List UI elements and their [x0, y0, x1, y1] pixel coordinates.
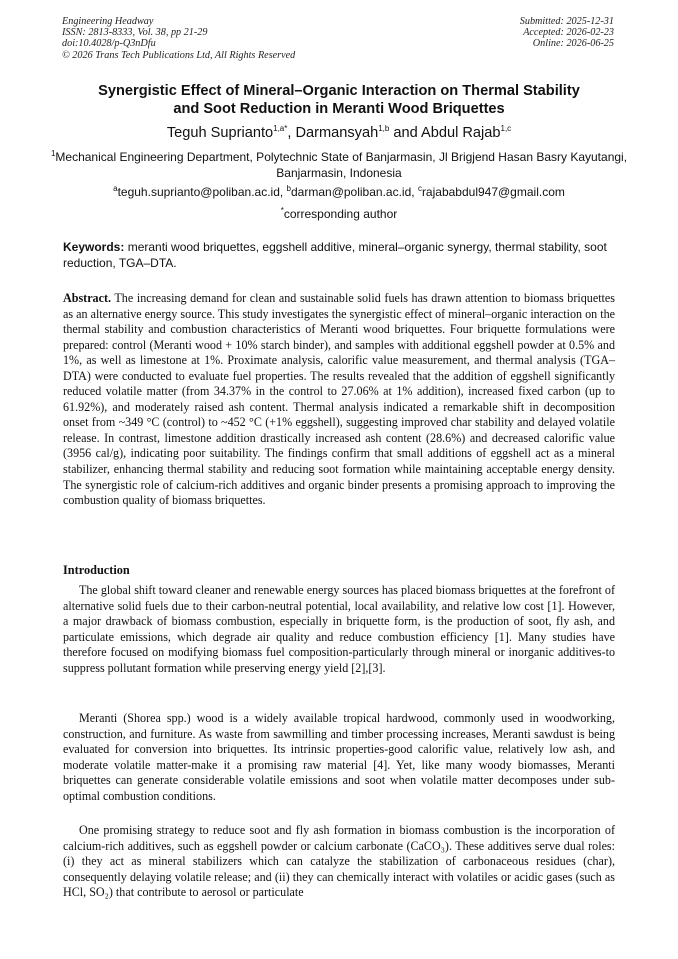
title-line-2: and Soot Reduction in Meranti Wood Briquettes — [173, 101, 505, 117]
abstract-label: Abstract. — [63, 291, 112, 305]
online-date: Online: 2026-06-25 — [532, 38, 614, 50]
abstract — [63, 291, 615, 509]
accepted-date: Accepted: 2026-02-23 — [523, 27, 614, 39]
email-marker: b — [286, 184, 291, 193]
submitted-date: Submitted: 2025-12-31 — [519, 16, 614, 27]
author-name: Teguh Suprianto — [166, 125, 274, 141]
affiliation — [48, 149, 630, 181]
paper-title — [52, 82, 626, 118]
email-marker: a — [113, 184, 118, 193]
author-marker: 1,a* — [273, 124, 288, 134]
author-marker: 1,b — [378, 124, 390, 134]
email-separator: , — [411, 185, 418, 199]
author-marker: 1,c — [500, 124, 512, 134]
keywords — [63, 240, 615, 271]
body-paragraph: Meranti (Shorea spp.) wood is a widely available tropical hardwood, commonly used in woodworking, construction, and furniture. As waste from sawmilling and timber processing increases, Meranti sawdust is being evaluated for conversion into briquettes. Its intrinsic properties-good calorific value, relatively low ash, and moderate volatile matter-make it a promising raw material [4]. Yet, like many woody biomasses, Meranti briquettes can generate considerable volatile emissions and soot when volatile matter decomposes under sub-optimal combustion conditions. — [63, 711, 615, 803]
email-address: rajababdul947@gmail.com — [421, 185, 565, 199]
corresponding-author-note — [40, 206, 638, 222]
email-marker: c — [417, 184, 422, 193]
keywords-label: Keywords: — [63, 240, 125, 254]
affiliation-marker: 1 — [50, 149, 56, 158]
title-line-1: Synergistic Effect of Mineral–Organic Interaction on Thermal Stability — [98, 83, 580, 99]
corresponding-text: corresponding author — [283, 207, 398, 221]
keywords-text: meranti wood briquettes, eggshell additive, mineral–organic synergy, thermal stability, soot reduction, TGA–DTA. — [63, 240, 607, 270]
introduction-heading: Introduction — [63, 563, 130, 577]
doi-line: doi:10.4028/p-Q3nDfu — [62, 38, 156, 50]
corresponding-marker: * — [280, 206, 284, 215]
author-separator: and — [389, 125, 421, 141]
author-name: Abdul Rajab — [420, 125, 501, 141]
body-paragraph: One promising strategy to reduce soot and fly ash formation in biomass combustion is the incorporation of calcium-rich additives, such as eggshell powder or calcium carbonate (CaCO₃). These additives serve dual roles: (i) they act as mineral stabilizers which can catalyze the stabilization of carbonaceous residues (char), consequently delaying volatile release; and (ii) they can chemically interact with volatiles or acidic gases (such as HCl, SO₂) that contribute to aerosol or particulate — [63, 823, 615, 900]
author-list — [40, 124, 638, 142]
email-separator: , — [279, 185, 287, 199]
submission-dates — [520, 16, 614, 50]
abstract-text: The increasing demand for clean and sustainable solid fuels has drawn attention to biomass briquettes as an alternative energy source. This study investigates the synergistic effect of mineral–organic interaction on the thermal stability and combustion characteristics of Meranti wood briquettes. Four briquette formulations were prepared: control (Meranti wood + 10% starch binder), and samples with additional eggshell powder at 0.5% and 1%, as well as limestone at 1%. Proximate analysis, calorific value measurement, and thermal analysis (TGA–DTA) were conducted to evaluate fuel properties. The results revealed that the addition of eggshell significantly reduced volatile matter (from 34.37% in the control to 27.06% at 1% addition), increased fixed carbon (up to 61.92%), and moderately raised ash content. Thermal analysis indicated a remarkable shift in decomposition onset from ~349 °C (control) to ~452 °C (+1% eggshell), suggesting improved char stability and delayed volatile release. In contrast, limestone addition drastically increased ash content (28.6%) and decreased calorific value (3956 cal/g), indicating poor suitability. The findings confirm that small additions of eggshell act as a mineral stabilizer, enhancing thermal stability and reducing soot formation while maintaining acceptable energy density. The synergistic role of calcium-rich additives and organic binder presents a promising approach to improving the combustion quality of biomass briquettes. — [63, 291, 615, 508]
journal-info — [62, 16, 295, 61]
author-separator: , — [287, 125, 296, 141]
issn-line: ISSN: 2813-8333, Vol. 38, pp 21-29 — [62, 27, 208, 39]
author-name: Darmansyah — [295, 125, 379, 141]
journal-name: Engineering Headway — [62, 16, 154, 27]
email-address: teguh.suprianto@poliban.ac.id — [117, 185, 280, 199]
email-list — [40, 184, 638, 200]
email-address: darman@poliban.ac.id — [291, 185, 412, 199]
affiliation-text: Mechanical Engineering Department, Polytechnic State of Banjarmasin, Jl Brigjend Hasan Basry Kayutangi, Banjarmasin, Indonesia — [55, 150, 628, 180]
copyright-line: © 2026 Trans Tech Publications Ltd, All Rights Reserved — [62, 49, 296, 61]
body-paragraph: The global shift toward cleaner and renewable energy sources has placed biomass briquettes at the forefront of alternative solid fuels due to their carbon-neutral potential, local availability, and relative low cost [1]. However, a major drawback of biomass combustion, especially in briquette form, is the production of soot, fly ash, and particulate emissions, which degrade air quality and reduce combustion efficiency [1]. Many studies have therefore focused on modifying biomass fuel composition-particularly through mineral or inorganic additives-to suppress pollutant formation while preserving energy yield [2],[3]. — [63, 583, 615, 675]
